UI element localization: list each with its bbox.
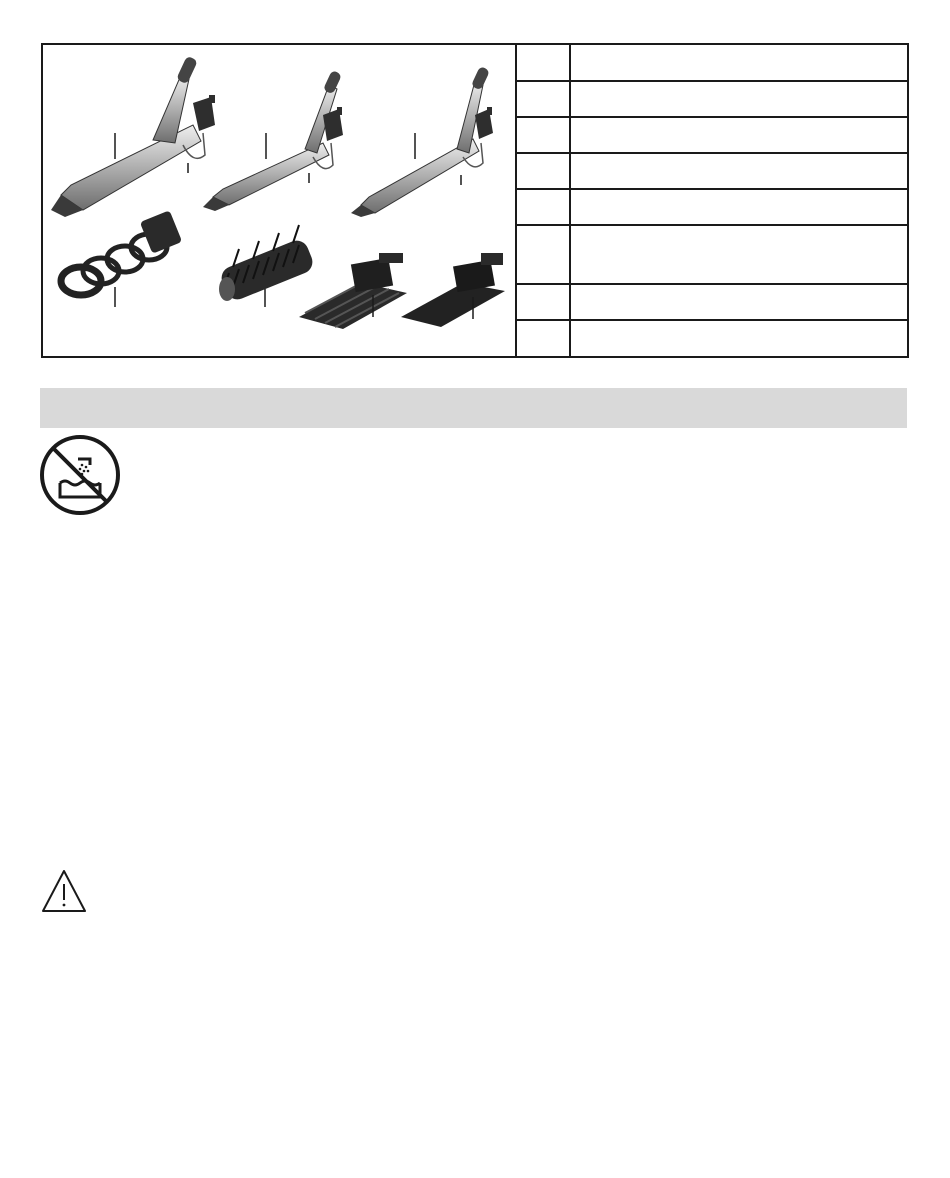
legend-row <box>517 225 907 284</box>
legend-row <box>517 320 907 356</box>
legend-number <box>517 153 570 189</box>
legend-row <box>517 81 907 117</box>
legend-text <box>570 153 907 189</box>
legend-number <box>517 320 570 356</box>
crimper-attachment <box>299 253 407 329</box>
legend-row <box>517 45 907 81</box>
legend-row <box>517 284 907 320</box>
small-curling-iron <box>351 66 493 217</box>
section-heading-bar <box>40 388 907 428</box>
parts-legend-table <box>517 45 907 356</box>
legend-text <box>570 189 907 225</box>
flat-plate-attachment <box>401 253 505 327</box>
warning-triangle-icon <box>40 868 88 914</box>
legend-text <box>570 284 907 320</box>
legend-number <box>517 189 570 225</box>
legend-number <box>517 225 570 284</box>
legend-text <box>570 225 907 284</box>
legend-text <box>570 117 907 153</box>
legend-text <box>570 45 907 81</box>
legend-row <box>517 117 907 153</box>
brush-attachment <box>218 225 316 307</box>
legend-row <box>517 189 907 225</box>
legend-row <box>517 153 907 189</box>
no-water-immersion-icon <box>38 433 122 517</box>
legend-number <box>517 117 570 153</box>
product-illustration <box>43 45 517 356</box>
medium-curling-iron <box>203 70 343 211</box>
legend-number <box>517 81 570 117</box>
spiral-attachment <box>61 210 182 307</box>
legend-number <box>517 45 570 81</box>
parts-figure <box>41 43 909 358</box>
legend-text <box>570 320 907 356</box>
legend-text <box>570 81 907 117</box>
legend-number <box>517 284 570 320</box>
large-curling-iron <box>51 56 215 217</box>
